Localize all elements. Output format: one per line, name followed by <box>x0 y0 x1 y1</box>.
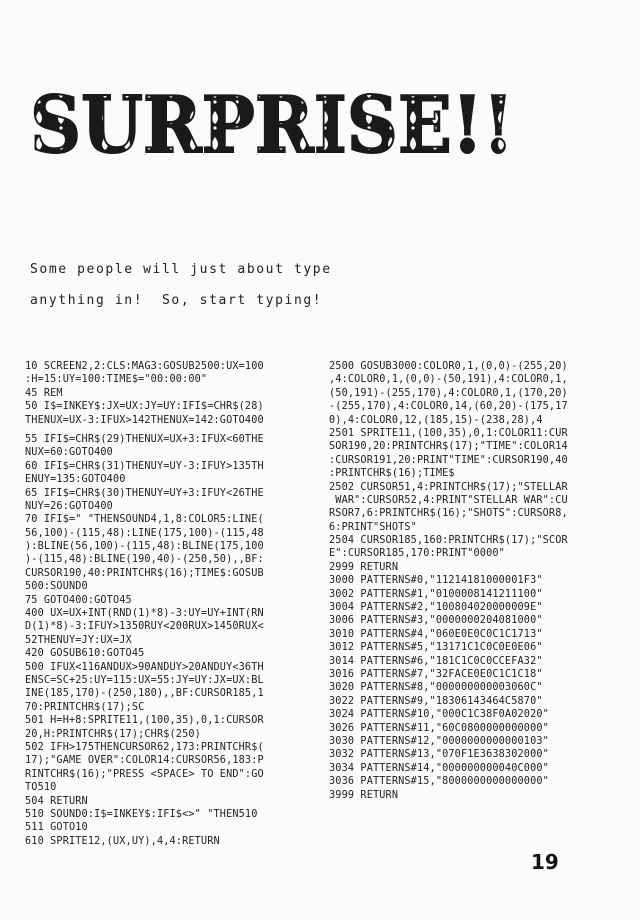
code-line: 500:SOUND0 <box>25 581 88 593</box>
code-line: )-(115,48):BLINE(190,40)-(250,50),,BF: <box>25 554 264 566</box>
code-line: 610 SPRITE12,(UX,UY),4,4:RETURN <box>25 835 220 847</box>
code-line: D(1)*8)-3:IFUY>1350RUY<200RUX>1450RUX< <box>25 621 264 633</box>
code-line: 65 IFI$=CHR$(30)THENUY=UY+3:IFUY<26THE <box>25 487 264 499</box>
code-line: 6:PRINT"SHOTS" <box>329 521 417 533</box>
code-line: E":CURSOR185,170:PRINT"0000" <box>329 548 505 560</box>
program-listing-right <box>329 360 621 802</box>
code-line: 3016 PATTERNS#7,"32FACE0E0C1C1C18" <box>329 668 543 680</box>
page-title <box>28 82 618 162</box>
code-line: 55 IFI$=CHR$(29)THENUX=UX+3:IFUX<60THE <box>25 433 264 445</box>
code-line: 510 SOUND0:I$=INKEY$:IFI$<>" "THEN510 <box>25 808 258 820</box>
code-line: ,4:COLOR0,1,(0,0)-(50,191),4:COLOR0,1, <box>329 374 568 386</box>
code-line: 2502 CURSOR51,4:PRINTCHR$(17);"STELLAR <box>329 481 568 493</box>
code-line: 2504 CURSOR185,160:PRINTCHR$(17);"SCOR <box>329 535 568 547</box>
code-line: 3024 PATTERNS#10,"000C1C38F0A02020" <box>329 709 549 721</box>
code-line: 3032 PATTERNS#13,"070F1E3638302000" <box>329 749 549 761</box>
intro-line-1: Some people will just about type <box>30 262 332 277</box>
code-line: 3000 PATTERNS#0,"11214181000001F3" <box>329 575 543 587</box>
code-line: 3030 PATTERNS#12,"0000000000000103" <box>329 735 549 747</box>
code-line: 3022 PATTERNS#9,"18306143464C5870" <box>329 695 543 707</box>
code-line: 3002 PATTERNS#1,"0100008141211100" <box>329 588 543 600</box>
code-line: ENUY=135:GOTO400 <box>25 474 126 486</box>
program-listing-left <box>25 360 317 848</box>
code-line: NUX=60:GOTO400 <box>25 447 113 459</box>
code-line: ENSC=SC+25:UY=115:UX=55:JY=UY:JX=UX:BL <box>25 674 264 686</box>
code-line: 60 IFI$=CHR$(31)THENUY=UY-3:IFUY>135TH <box>25 460 264 472</box>
code-line: INE(185,170)-(250,180),,BF:CURSOR185,1 <box>25 688 264 700</box>
code-line: 0),4:COLOR0,12,(185,15)-(238,28),4 <box>329 414 543 426</box>
code-line: 420 GOSUB610:GOTO45 <box>25 648 145 660</box>
code-line: CURSOR190,40:PRINTCHR$(16);TIME$:GOSUB <box>25 567 264 579</box>
code-line: 20,H:PRINTCHR$(17);CHR$(250) <box>25 728 201 740</box>
code-line: 17);"GAME OVER":COLOR14:CURSOR56,183:P <box>25 755 264 767</box>
code-line: 2501 SPRITE11,(100,35),0,1:COLOR11:CUR <box>329 427 568 439</box>
code-line: 10 SCREEN2,2:CLS:MAG3:GOSUB2500:UX=100 <box>25 361 264 372</box>
code-line: 3012 PATTERNS#5,"13171C1C0C0E0E06" <box>329 642 543 654</box>
code-line: 400 UX=UX+INT(RND(1)*8)-3:UY=UY+INT(RN <box>25 608 264 620</box>
code-line: 3034 PATTERNS#14,"000000000040C000" <box>329 762 549 774</box>
page-number: 19 <box>531 850 559 874</box>
code-line: 500 IFUX<116ANDUX>90ANDUY>20ANDUY<36TH <box>25 661 264 673</box>
code-line: 3020 PATTERNS#8,"000000000003060C" <box>329 682 543 694</box>
code-line: SOR190,20:PRINTCHR$(17);"TIME":COLOR14 <box>329 441 568 453</box>
code-line: 3026 PATTERNS#11,"60C0800000000000" <box>329 722 549 734</box>
code-line: ):BLINE(56,100)-(115,48):BLINE(175,100 <box>25 541 264 553</box>
code-line: 504 RETURN <box>25 795 88 807</box>
code-line: 75 GOTO400:GOTO45 <box>25 594 132 606</box>
code-line: 56,100)-(115,48):LINE(175,100)-(115,48 <box>25 527 264 539</box>
code-line: 70 IFI$=" "THENSOUND4,1,8:COLOR5:LINE( <box>25 514 264 526</box>
code-line: 3010 PATTERNS#4,"060E0E0C0C1C1713" <box>329 628 543 640</box>
code-line: RINTCHR$(16);"PRESS <SPACE> TO END":GO <box>25 768 264 780</box>
code-line: 502 IFH>175THENCURSOR62,173:PRINTCHR$( <box>25 741 264 753</box>
code-line: 3036 PATTERNS#15,"8000000000000000" <box>329 776 549 788</box>
code-line: 45 REM <box>25 387 63 399</box>
intro-line-2: anything in! So, start typing! <box>30 293 323 308</box>
code-line: TO510 <box>25 782 57 794</box>
code-line: 511 GOTO10 <box>25 822 88 834</box>
code-line: :CURSOR191,20:PRINT"TIME":CURSOR190,40 <box>329 454 568 466</box>
code-line: 70:PRINTCHR$(17);SC <box>25 701 145 713</box>
code-line: :PRINTCHR$(16);TIME$ <box>329 468 455 480</box>
code-line: WAR":CURSOR52,4:PRINT"STELLAR WAR":CU <box>329 494 568 506</box>
code-line: 50 I$=INKEY$:JX=UX:JY=UY:IFI$=CHR$(28) <box>25 401 264 413</box>
title-text: SURPRISE!! <box>30 82 514 162</box>
code-line: NUY=26:GOTO400 <box>25 500 113 512</box>
code-line: THENUX=UX-3:IFUX>142THENUX=142:GOTO400 <box>25 414 264 426</box>
code-line: 2500 GOSUB3000:COLOR0,1,(0,0)-(255,20) <box>329 361 568 372</box>
code-line: (50,191)-(255,170),4:COLOR0,1,(170,20) <box>329 387 568 399</box>
code-line: 3999 RETURN <box>329 789 399 801</box>
code-line: :H=15:UY=100:TIME$="00:00:00" <box>25 374 208 386</box>
code-line: 3004 PATTERNS#2,"100804020000009E" <box>329 602 543 614</box>
code-line: 52THENUY=JY:UX=JX <box>25 634 132 646</box>
code-line: RSOR7,6:PRINTCHR$(16);"SHOTS":CURSOR8, <box>329 508 568 520</box>
code-line: 3014 PATTERNS#6,"181C1C0C0CCEFA32" <box>329 655 543 667</box>
code-line: 501 H=H+8:SPRITE11,(100,35),0,1:CURSOR <box>25 715 264 727</box>
code-line: -(255,170),4:COLOR0,14,(60,20)-(175,17 <box>329 401 568 413</box>
code-line: 2999 RETURN <box>329 561 399 573</box>
code-line: 3006 PATTERNS#3,"0000000204081000" <box>329 615 543 627</box>
